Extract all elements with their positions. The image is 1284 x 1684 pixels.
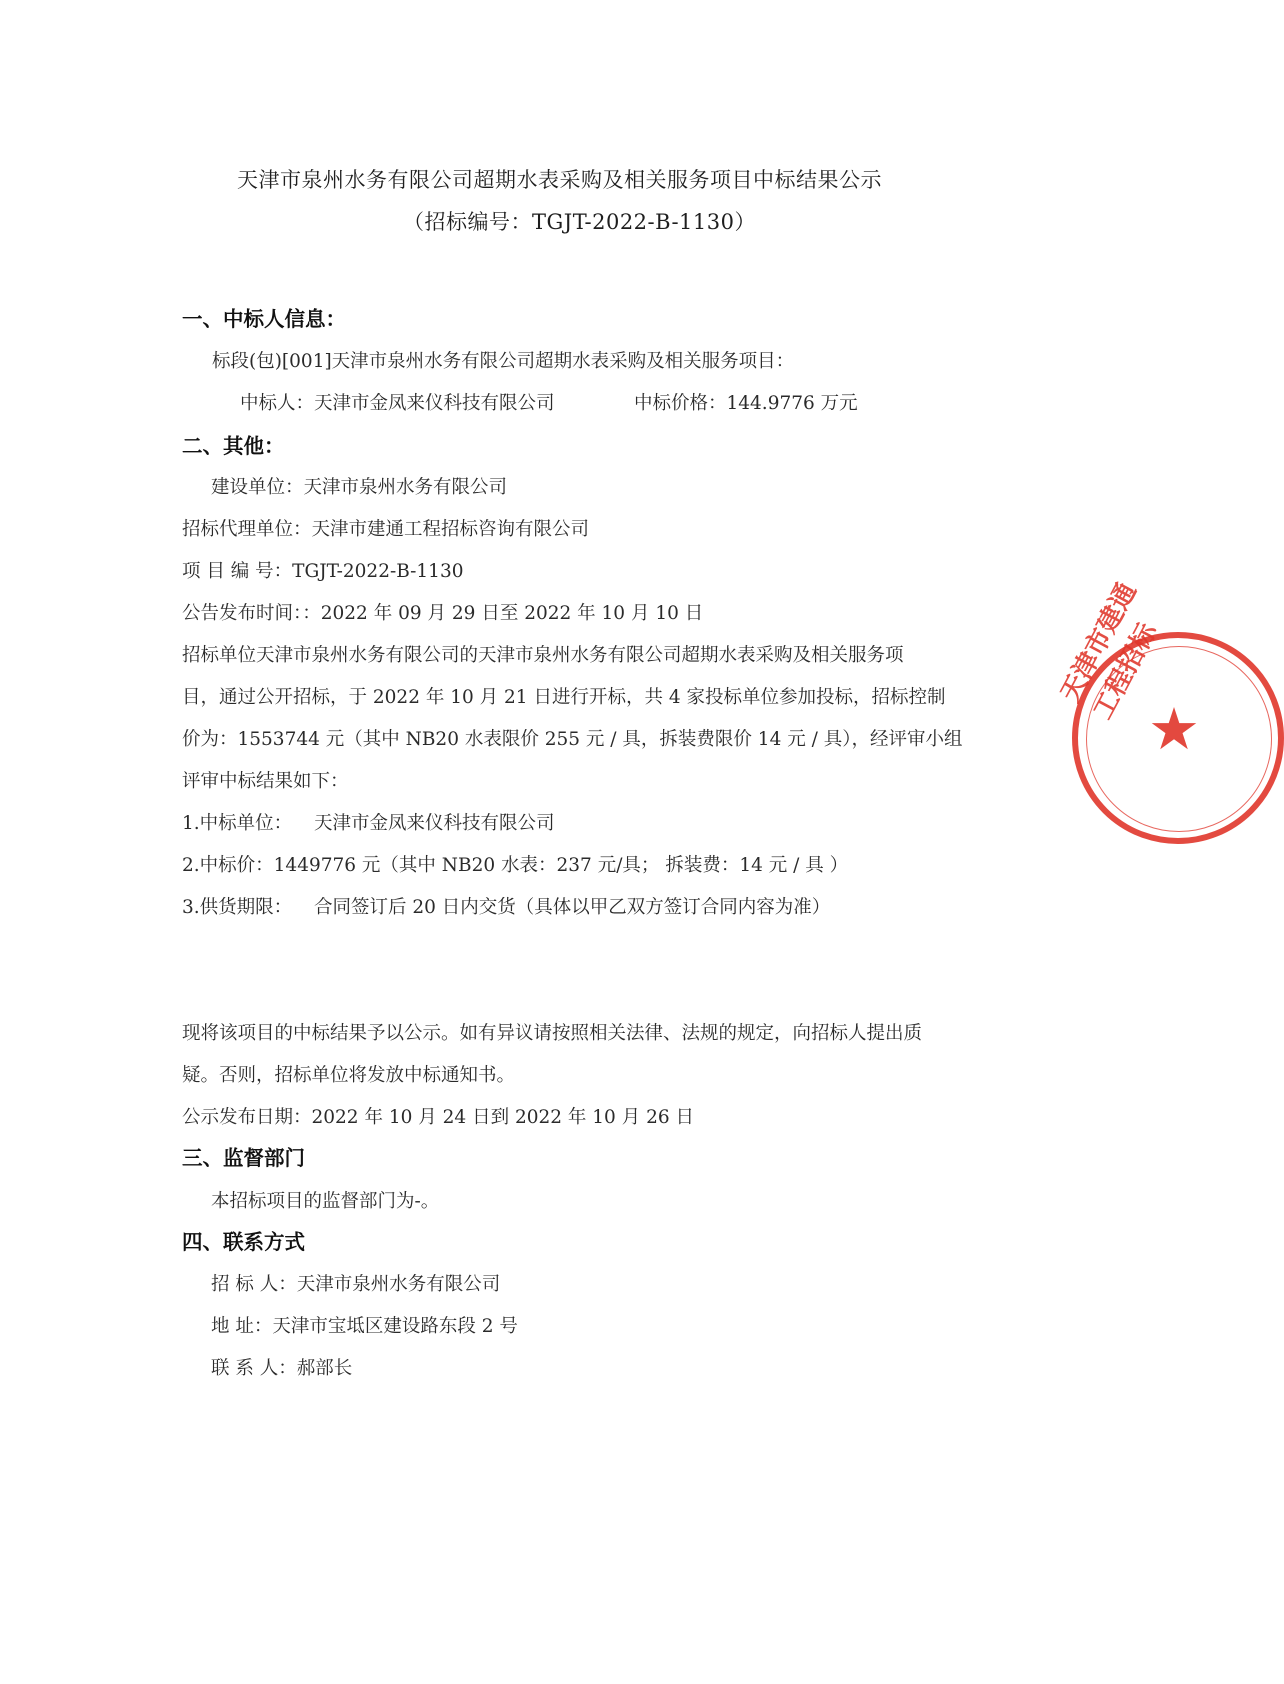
paragraph-line: 目，通过公开招标，于 2022 年 10 月 21 日进行开标，共 4 家投标单位参加投标，招标控制 (182, 687, 946, 708)
tenderer-line: 招 标 人：天津市泉州水务有限公司 (211, 1274, 501, 1295)
publish-date-line: 公示发布日期：2022 年 10 月 24 日到 2022 年 10 月 26 日 (182, 1107, 695, 1128)
paragraph-line: 评审中标结果如下： (182, 771, 349, 792)
notice-time-line: 公告发布时间：：2022 年 09 月 29 日至 2022 年 10 月 10 日 (182, 603, 704, 624)
document-title: 天津市泉州水务有限公司超期水表采购及相关服务项目中标结果公示 (237, 168, 882, 192)
winning-price: 中标价格：144.9776 万元 (634, 393, 858, 414)
lot-line: 标段(包)[001]天津市泉州水务有限公司超期水表采购及相关服务项目： (212, 351, 795, 372)
supervision-line: 本招标项目的监督部门为-。 (211, 1191, 440, 1212)
paragraph-line: 价为：1553744 元（其中 NB20 水表限价 255 元 / 具，拆装费限价 14 元 / 具），经评审小组 (182, 729, 963, 750)
item2-line: 2.中标价：1449776 元（其中 NB20 水表：237 元/具； 拆装费：14 元 / 具 ） (182, 855, 849, 876)
agency-line: 招标代理单位：天津市建通工程招标咨询有限公司 (182, 519, 590, 540)
document-subtitle: （招标编号：TGJT-2022-B-1130） (403, 210, 756, 234)
item3-value: 合同签订后 20 日内交货（具体以甲乙双方签订合同内容为准） (314, 897, 831, 918)
section2-heading: 二、其他： (182, 434, 285, 458)
project-number-line: 项 目 编 号：TGJT-2022-B-1130 (182, 561, 464, 582)
seal-star-icon: ★ (1148, 695, 1200, 763)
section4-heading: 四、联系方式 (182, 1230, 305, 1254)
official-seal-text: 天津市建通工程招标 (1055, 578, 1164, 725)
item1-value: 天津市金凤来仪科技有限公司 (314, 813, 555, 834)
paragraph-line: 招标单位天津市泉州水务有限公司的天津市泉州水务有限公司超期水表采购及相关服务项 (182, 645, 904, 666)
closing-line: 疑。否则，招标单位将发放中标通知书。 (182, 1065, 516, 1086)
owner-line: 建设单位：天津市泉州水务有限公司 (211, 477, 508, 498)
section1-heading: 一、中标人信息： (182, 307, 346, 331)
contact-line: 联 系 人：郝部长 (211, 1358, 353, 1379)
closing-line: 现将该项目的中标结果予以公示。如有异议请按照相关法律、法规的规定，向招标人提出质 (182, 1023, 923, 1044)
winner-line: 中标人：天津市金凤来仪科技有限公司 (240, 393, 555, 414)
item1-label: 1.中标单位： (182, 813, 293, 834)
address-line: 地 址：天津市宝坻区建设路东段 2 号 (211, 1316, 518, 1337)
item3-label: 3.供货期限： (182, 897, 293, 918)
section3-heading: 三、监督部门 (182, 1146, 305, 1170)
